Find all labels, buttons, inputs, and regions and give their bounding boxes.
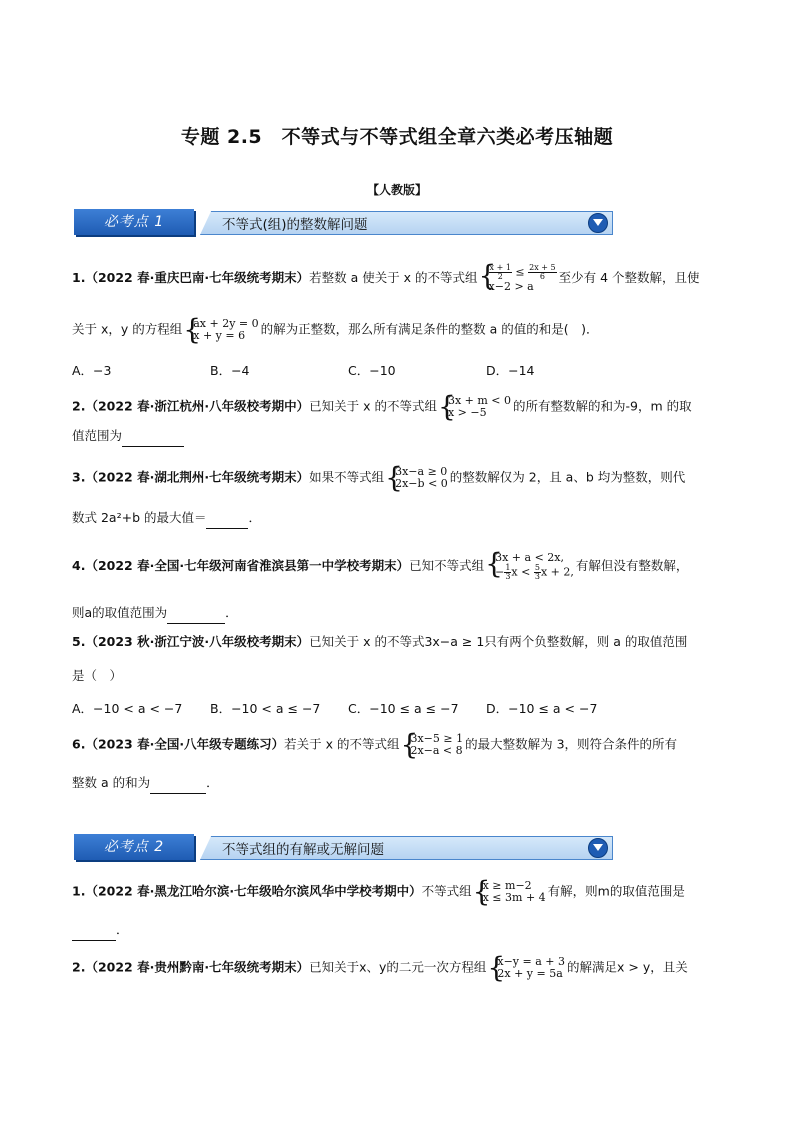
option-b: B．−4 xyxy=(210,363,250,378)
option-a: A．−3 xyxy=(72,363,112,378)
option-d: D．−10 ≤ a < −7 xyxy=(486,701,598,716)
question-1-5-cont: 是（ ） xyxy=(72,668,123,683)
inequality-system: { 3x + m < 0 x > −5 xyxy=(439,395,511,419)
section-header-2 xyxy=(74,834,614,860)
options-1-5 xyxy=(72,699,597,717)
equation-system: { ax + 2y = 0 x + y = 6 xyxy=(184,318,258,342)
document-title: 专题 2.5 不等式与不等式组全章六类必考压轴题 xyxy=(180,126,614,148)
option-a: A．−10 < a < −7 xyxy=(72,701,183,716)
option-d: D．−14 xyxy=(486,363,535,378)
options-1-1 xyxy=(72,361,535,379)
question-1-3-cont: 数式 2a²+b 的最大值＝ ． xyxy=(72,508,261,529)
question-1-4-cont: 则a的取值范围为 ． xyxy=(72,603,238,624)
inequality-system: { 3x−5 ≥ 1 2x−a < 8 xyxy=(401,733,463,757)
question-1-6: 6.（2023 春·全国·八年级专题练习）若关于 x 的不等式组 { 3x−5 ≥ 1 2x−a < 8 的最大整数解为 3，则符合条件的所有 xyxy=(72,733,724,757)
equation-system: { x−y = a + 3 2x + y = 5a xyxy=(488,956,565,980)
chevron-down-icon[interactable] xyxy=(588,213,608,233)
question-1-2-cont: 值范围为 xyxy=(72,426,184,447)
answer-blank[interactable] xyxy=(122,426,184,447)
section-tag: 必考点 2 xyxy=(74,834,194,860)
question-1-5: 5.（2023 秋·浙江宁波·八年级校考期末）已知关于 x 的不等式3x−a ≥ 1只有两个负整数解，则 a 的取值范围 xyxy=(72,634,688,649)
section-header-1 xyxy=(74,209,614,235)
answer-blank[interactable] xyxy=(167,603,225,624)
inequality-system: { x ≥ m−2 x ≤ 3m + 4 xyxy=(474,880,546,904)
question-2-1-cont: ． xyxy=(72,920,129,941)
option-c: C．−10 ≤ a ≤ −7 xyxy=(348,701,459,716)
question-2-1: 1.（2022 春·黑龙江哈尔滨·七年级哈尔滨风华中学校考期中）不等式组 { x ≥ m−2 x ≤ 3m + 4 有解，则m的取值范围是 xyxy=(72,880,724,904)
question-1-6-cont: 整数 a 的和为 ． xyxy=(72,773,219,794)
answer-blank[interactable] xyxy=(72,920,116,941)
answer-blank[interactable] xyxy=(150,773,206,794)
question-1-1-cont: 关于 x，y 的方程组 { ax + 2y = 0 x + y = 6 的解为正整数，那么所有满足条件的整数 a 的值的和是( )． xyxy=(72,318,599,342)
section-title: 不等式组的有解或无解问题 xyxy=(222,842,384,858)
option-c: C．−10 xyxy=(348,363,396,378)
option-b: B．−10 < a ≤ −7 xyxy=(210,701,321,716)
inequality-system: { $\frac{x + 1}{2}$ ≤ $\frac{2x + 5}{6}$ x−2 > a xyxy=(480,264,557,293)
inequality-system: { 3x−a ≥ 0 2x−b < 0 xyxy=(386,466,448,490)
chevron-down-icon[interactable] xyxy=(588,838,608,858)
inequality-system: { 3x + a < 2x, − $\frac{1}{3}$ x < $\frac{5}{3}$ x + 2, xyxy=(486,552,574,581)
edition-label: 【人教版】 xyxy=(366,183,427,197)
question-1-1: 1.（2022 春·重庆巴南·七年级统考期末）若整数 a 使关于 x 的不等式组 { $\frac{x + 1}{2}$ ≤ $\frac{2x + 5}{6}$ x−2 > a 至少有 4 个整数解，且使 xyxy=(72,264,724,293)
section-title: 不等式(组)的整数解问题 xyxy=(222,217,368,233)
question-1-4: 4.（2022 春·全国·七年级河南省淮滨县第一中学校考期末）已知不等式组 { 3x + a < 2x, − $\frac{1}{3}$ x < $\frac{5}{3}$ x + 2, 有解但没有整数解， xyxy=(72,552,724,581)
section-tag: 必考点 1 xyxy=(74,209,194,235)
answer-blank[interactable] xyxy=(206,508,248,529)
question-2-2: 2.（2022 春·贵州黔南·七年级统考期末）已知关于x、y的二元一次方程组 { x−y = a + 3 2x + y = 5a 的解满足x > y，且关 xyxy=(72,956,724,980)
question-1-3: 3.（2022 春·湖北荆州·七年级统考期末）如果不等式组 { 3x−a ≥ 0 2x−b < 0 的整数解仅为 2，且 a、b 均为整数，则代 xyxy=(72,466,724,490)
question-1-2: 2.（2022 春·浙江杭州·八年级校考期中）已知关于 x 的不等式组 { 3x + m < 0 x > −5 的所有整数解的和为-9，m 的取 xyxy=(72,395,724,419)
